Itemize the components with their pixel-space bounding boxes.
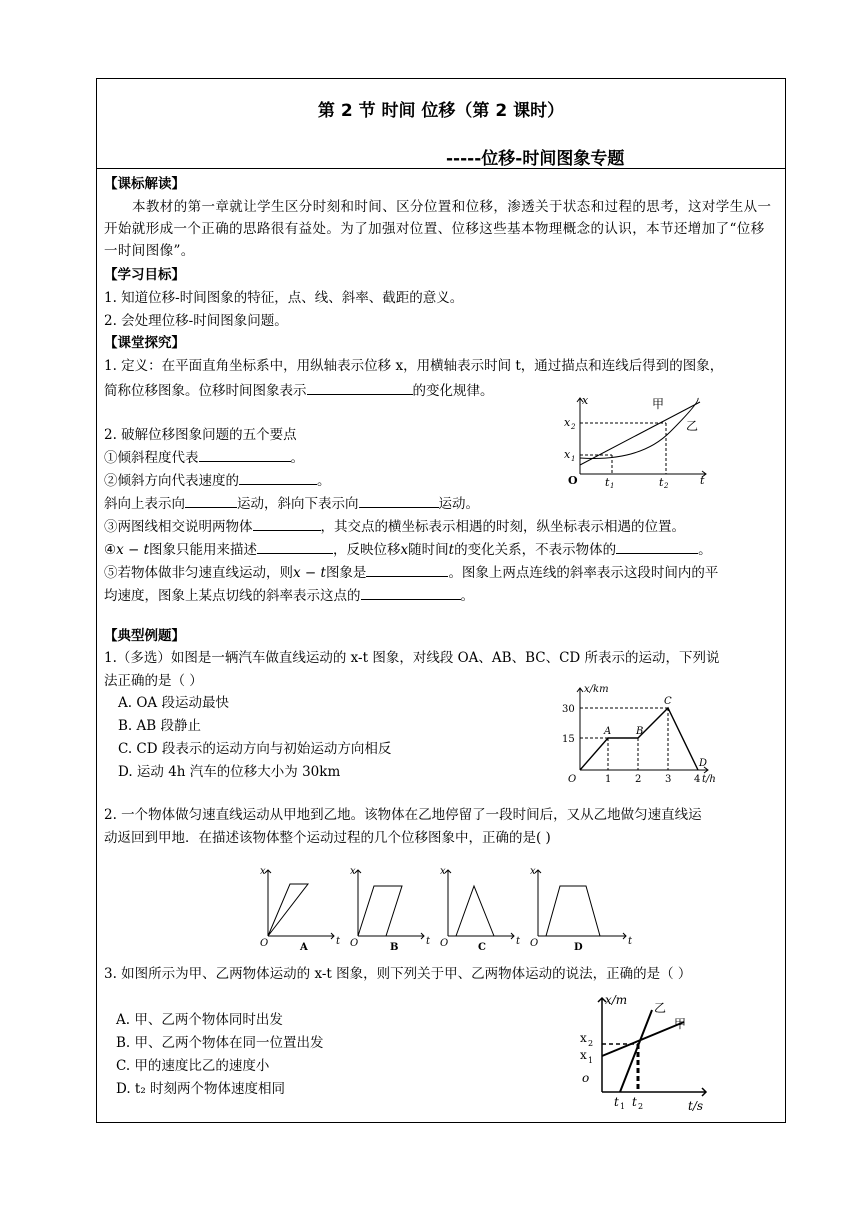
svg-text:t/h: t/h — [702, 774, 716, 784]
svg-text:A: A — [604, 726, 612, 737]
five-points-heading: 2. 破解位移图象问题的五个要点 — [104, 427, 297, 443]
q3-option-a[interactable]: A. 甲、乙两个物体同时出发 — [116, 1012, 283, 1028]
divider — [96, 168, 786, 169]
svg-text:乙: 乙 — [654, 1001, 667, 1015]
svg-text:t: t — [336, 936, 341, 947]
goal-1: 1. 知道位移-时间图象的特征，点、线、斜率、截距的意义。 — [104, 290, 464, 306]
q3-option-d[interactable]: D. t₂ 时刻两个物体速度相同 — [116, 1081, 286, 1097]
svg-text:x/km: x/km — [584, 684, 609, 695]
svg-text:x: x — [260, 866, 266, 877]
svg-text:t: t — [605, 476, 610, 488]
svg-text:x: x — [580, 1031, 587, 1045]
option-d-path — [546, 886, 600, 936]
q3-stem: 3. 如图所示为甲、乙两物体运动的 x-t 图象，则下列关于甲、乙两物体运动的说法，正确的是（ ） — [104, 966, 692, 982]
explore-heading: 【课堂探究】 — [104, 335, 185, 351]
svg-text:x: x — [564, 448, 571, 461]
svg-text:B: B — [390, 942, 399, 952]
svg-text:30: 30 — [562, 704, 575, 715]
point-5-cont: 均速度，图象上某点切线的斜率表示这点的 。 — [104, 585, 474, 606]
svg-text:甲: 甲 — [674, 1017, 687, 1031]
definition-line-1: 1. 定义：在平面直角坐标系中，用纵轴表示位移 x，用横轴表示时间 t，通过描点和连线后得到的图象， — [104, 358, 724, 374]
blank-field[interactable] — [257, 539, 333, 554]
q1-option-a[interactable]: A. OA 段运动最快 — [118, 695, 229, 711]
svg-text:D: D — [699, 758, 708, 769]
svg-text:D: D — [574, 942, 583, 952]
svg-text:o: o — [582, 1071, 590, 1085]
car-path — [580, 708, 698, 770]
svg-text:2: 2 — [588, 1039, 594, 1048]
svg-text:1: 1 — [610, 482, 615, 488]
svg-text:1: 1 — [571, 455, 576, 463]
point-5: ⑤若物体做非匀速直线运动，则x − t图象是 。图象上两点连线的斜率表示这段时间内的平 — [104, 562, 718, 583]
q3-option-c[interactable]: C. 甲的速度比乙的速度小 — [116, 1058, 270, 1074]
svg-text:C: C — [478, 942, 486, 952]
svg-text:x: x — [530, 866, 536, 877]
reading-heading: 【课标解读】 — [104, 176, 185, 192]
point-4: ④x − t图象只能用来描述 ，反映位移x随时间t的变化关系，不表示物体的 。 — [104, 539, 712, 560]
goal-2: 2. 会处理位移-时间图象问题。 — [104, 313, 288, 329]
svg-text:O: O — [260, 938, 269, 949]
definition-line-2: 简称位移图象。位移时间图象表示 的变化规律。 — [104, 380, 494, 401]
svg-text:t: t — [426, 936, 431, 947]
option-b-path — [358, 886, 402, 936]
page-subtitle: -----位移-时间图象专题 — [446, 149, 625, 169]
svg-text:O: O — [440, 938, 449, 949]
blank-field[interactable] — [185, 493, 237, 508]
svg-text:t: t — [659, 476, 664, 488]
svg-text:C: C — [664, 696, 672, 707]
blank-field[interactable] — [199, 447, 291, 462]
svg-text:x: x — [564, 416, 571, 429]
svg-text:t: t — [700, 474, 705, 487]
q1-option-d[interactable]: D. 运动 4h 汽车的位移大小为 30km — [118, 764, 341, 780]
blank-field[interactable] — [307, 380, 413, 395]
jia-curve — [580, 398, 698, 458]
svg-text:15: 15 — [562, 734, 575, 745]
blank-field[interactable] — [616, 539, 698, 554]
blank-field[interactable] — [359, 493, 439, 508]
option-c-path — [456, 886, 494, 936]
yi-line — [620, 1010, 652, 1092]
examples-heading: 【典型例题】 — [104, 628, 185, 644]
figure-car-xt — [558, 684, 718, 784]
svg-text:x: x — [582, 394, 589, 407]
option-a-path — [268, 884, 308, 936]
reading-body: 本教材的第一章就让学生区分时刻和时间、区分位置和位移，渗透关于状态和过程的思考，这对学生从一开始就形成一个正确的思路很有益处。为了加强对位置、位移这些基本物理概念的认识，本节还增加了“位移一时间图像”。 — [104, 199, 772, 259]
point-3: ③两图线相交说明两物体 ，其交点的横坐标表示相遇的时刻，纵坐标表示相遇的位置。 — [104, 516, 685, 537]
blank-field[interactable] — [366, 562, 448, 577]
svg-text:2: 2 — [664, 482, 669, 488]
svg-text:4: 4 — [694, 774, 701, 784]
svg-text:A: A — [300, 942, 308, 952]
svg-text:x/m: x/m — [605, 993, 628, 1007]
figure-jia-yi-lines — [574, 992, 714, 1116]
jia-line — [602, 1022, 684, 1056]
blank-field[interactable] — [361, 585, 461, 600]
q1-option-b[interactable]: B. AB 段静止 — [118, 718, 201, 734]
yi-line — [580, 402, 700, 465]
blank-field[interactable] — [253, 516, 321, 531]
figure-four-options — [256, 860, 636, 952]
svg-text:t: t — [614, 1095, 619, 1109]
svg-text:x: x — [350, 866, 356, 877]
q2-stem-1: 2. 一个物体做匀速直线运动从甲地到乙地。该物体在乙地停留了一段时间后，又从乙地做匀速直线运 — [104, 807, 702, 823]
svg-text:1: 1 — [588, 1056, 594, 1065]
q3-option-b[interactable]: B. 甲、乙两个物体在同一位置出发 — [116, 1035, 324, 1051]
svg-text:甲: 甲 — [652, 397, 665, 411]
svg-text:t/s: t/s — [688, 1099, 704, 1113]
svg-text:B: B — [636, 726, 644, 737]
svg-text:乙: 乙 — [686, 419, 699, 433]
svg-text:t: t — [632, 1095, 637, 1109]
svg-text:1: 1 — [620, 1102, 626, 1111]
q1-stem-2: 法正确的是（ ） — [104, 673, 203, 689]
svg-text:O: O — [530, 938, 539, 949]
q1-stem-1: 1.（多选）如图是一辆汽车做直线运动的 x-t 图象，对线段 OA、AB、BC、CD 所表示的运动，下列说 — [104, 650, 720, 666]
svg-text:3: 3 — [665, 774, 672, 784]
svg-text:2: 2 — [638, 1102, 644, 1111]
point-1: ①倾斜程度代表 。 — [104, 447, 304, 468]
svg-text:O: O — [568, 474, 578, 487]
point-2: ②倾斜方向代表速度的 。 — [104, 470, 331, 491]
page-title: 第 2 节 时间 位移（第 2 课时） — [317, 101, 565, 121]
svg-text:O: O — [350, 938, 359, 949]
goals-heading: 【学习目标】 — [104, 267, 185, 283]
svg-text:t: t — [516, 936, 521, 947]
svg-text:x: x — [440, 866, 446, 877]
point-2-direction: 斜向上表示向 运动，斜向下表示向 运动。 — [104, 493, 479, 514]
figure-jia-yi-curve — [560, 392, 710, 488]
svg-text:2: 2 — [635, 774, 642, 784]
q1-option-c[interactable]: C. CD 段表示的运动方向与初始运动方向相反 — [118, 741, 392, 757]
svg-text:1: 1 — [605, 774, 612, 784]
svg-text:2: 2 — [571, 423, 576, 431]
svg-text:t: t — [628, 936, 633, 947]
q2-stem-2: 动返回到甲地．在描述该物体整个运动过程的几个位移图象中，正确的是( ) — [104, 830, 551, 846]
svg-text:x: x — [580, 1048, 587, 1062]
svg-text:O: O — [568, 774, 577, 784]
blank-field[interactable] — [239, 470, 317, 485]
